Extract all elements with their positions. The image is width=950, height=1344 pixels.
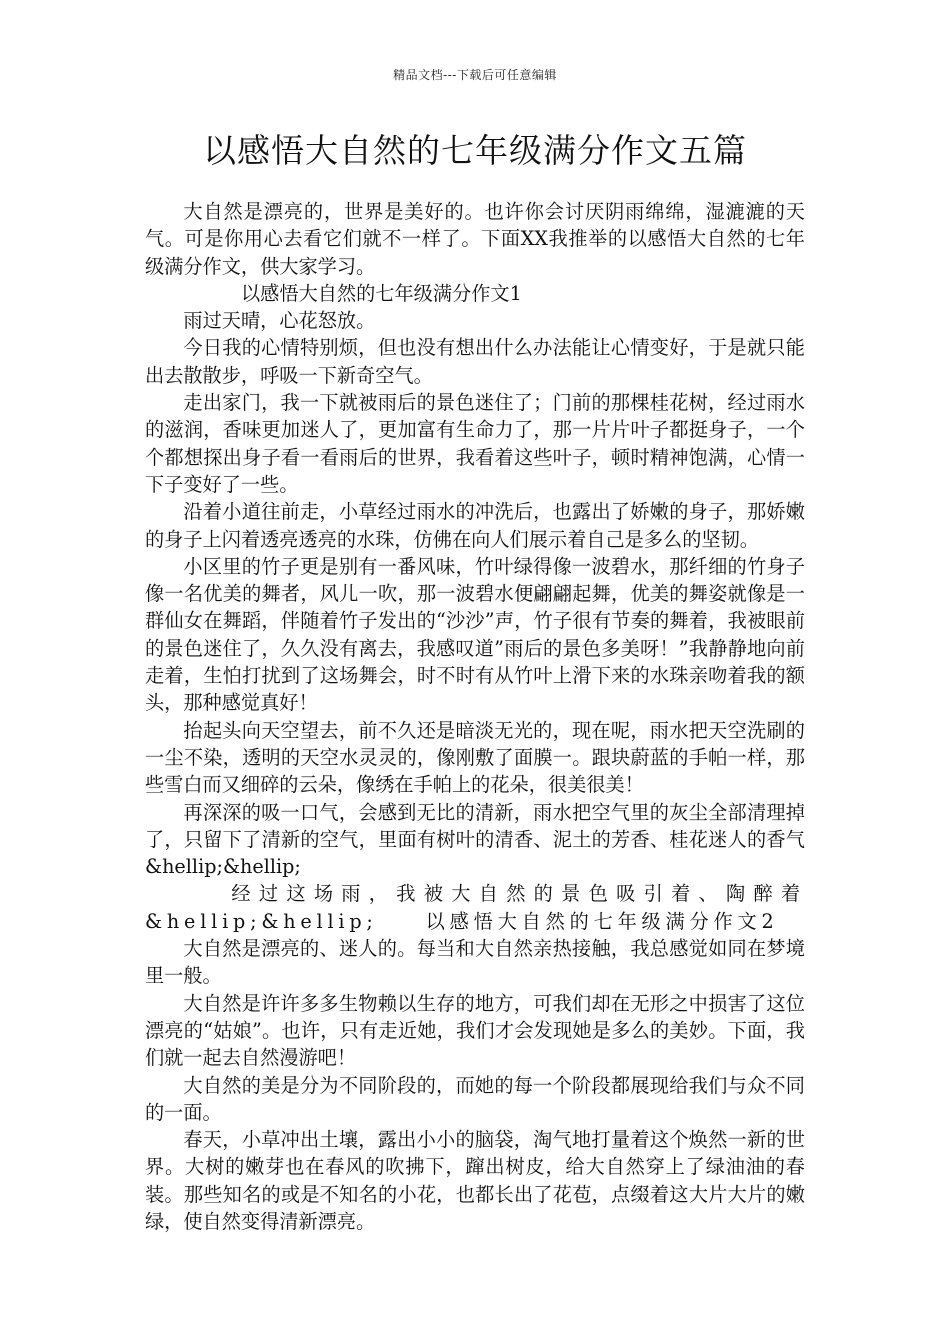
paragraph-intro: 大自然是漂亮的，世界是美好的。也许你会讨厌阴雨绵绵，湿漉漉的天气。可是你用心去看它们就不一样了。下面XX我推举的以感悟大自然的七年级满分作文，供大家学习。 [145,200,805,278]
paragraph: 今日我的心情特别烦，但也没有想出什么办法能让心情变好，于是就只能出去散散步，呼吸一下新奇空气。 [145,336,805,387]
paragraph: 抬起头向天空望去，前不久还是暗淡无光的，现在呢，雨水把天空洗刷的一尘不染，透明的天空水灵灵的，像刚敷了面膜一。跟块蔚蓝的手帕一样，那些雪白而又细碎的云朵，像绣在手帕上的花朵，很美很美！ [145,718,805,797]
paragraph: 雨过天晴，心花怒放。 [183,309,376,333]
paragraph-with-essay-2-heading: 经过这场雨，我被大自然的景色吸引着、陶醉着&hellip;&hellip; 以感悟大自然的七年级满分作文2 [145,882,805,933]
header-note: 精品文档---下载后可任意编辑 [393,68,557,82]
document-title: 以感悟大自然的七年级满分作文五篇 [203,131,747,170]
paragraph: 再深深的吸一口气，会感到无比的清新，雨水把空气里的灰尘全部清理掉了，只留下了清新的空气，里面有树叶的清香、泥土的芳香、桂花迷人的香气&hellip;&hellip; [145,800,805,879]
paragraph: 走出家门，我一下就被雨后的景色迷住了；门前的那棵桂花树，经过雨水的滋润，香味更加迷人了，更加富有生命力了，那一片片叶子都挺身子，一个个都想探出身子看一看雨后的世界，我看着这些叶子，顿时精神饱满，心情一下子变好了一些。 [145,391,805,496]
document-body [145,198,805,1235]
paragraph: 沿着小道往前走，小草经过雨水的冲洗后，也露出了娇嫩的身子，那娇嫩的身子上闪着透亮透亮的水珠，仿佛在向人们展示着自己是多么的坚韧。 [145,500,805,551]
paragraph: 小区里的竹子更是别有一番风味，竹叶绿得像一波碧水，那纤细的竹身子像一名优美的舞者，风儿一吹，那一波碧水便翩翩起舞，优美的舞姿就像是一群仙女在舞蹈，伴随着竹子发出的“沙沙”声，竹子很有节奏的舞着，我被眼前的景色迷住了，久久没有离去，我感叹道”雨后的景色多美呀！”我静静地向前走着，生怕打扰到了这场舞会，时不时有从竹叶上滑下来的水珠亲吻着我的额头，那种感觉真好！ [145,554,805,715]
essay-1-heading: 以感悟大自然的七年级满分作文1 [241,281,522,305]
paragraph: 大自然是漂亮的、迷人的。每当和大自然亲热接触，我总感觉如同在梦境里一般。 [145,937,805,988]
paragraph: 春天，小草冲出土壤，露出小小的脑袋，淘气地打量着这个焕然一新的世界。大树的嫩芽也在春风的吹拂下，蹿出树皮，给大自然穿上了绿油油的春装。那些知名的或是不知名的小花，也都长出了花苞，点缀着这大片大片的嫩绿，使自然变得清新漂亮。 [145,1128,805,1233]
paragraph: 大自然是许许多多生物赖以生存的地方，可我们却在无形之中损害了这位漂亮的“姑娘”。也许，只有走近她，我们才会发现她是多么的美妙。下面，我们就一起去自然漫游吧！ [145,991,805,1070]
paragraph: 大自然的美是分为不同阶段的，而她的每一个阶段都展现给我们与众不同的一面。 [145,1073,805,1124]
